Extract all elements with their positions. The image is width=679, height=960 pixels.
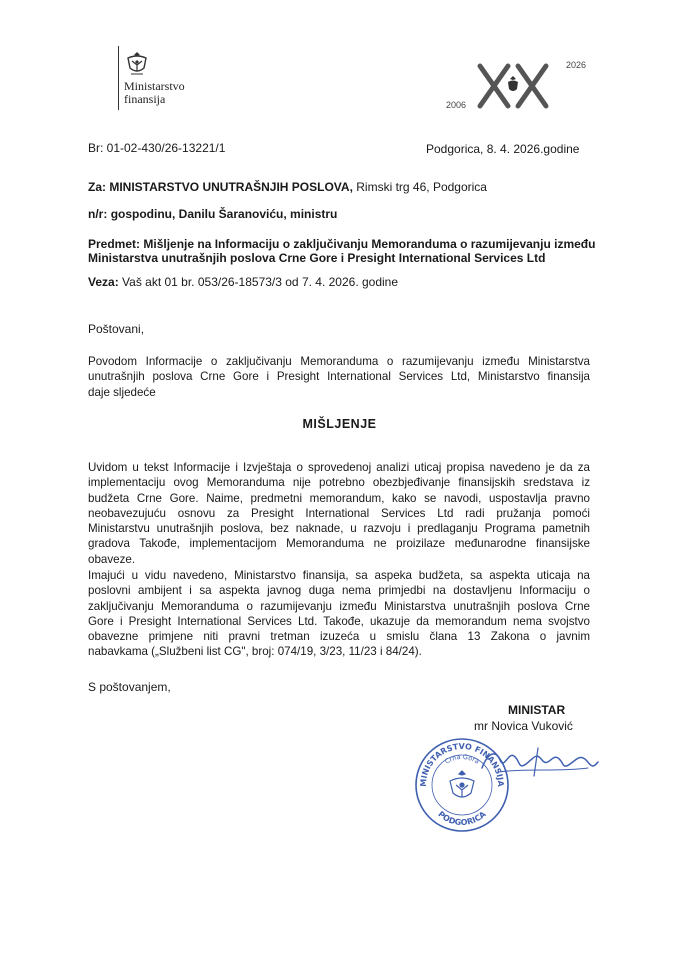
subject-line1 xyxy=(88,237,595,252)
signatory-name: mr Novica Vuković xyxy=(474,719,573,733)
subject-text-line2: Ministarstva unutrašnjih poslova Crne Gore i Presight International Services Ltd xyxy=(88,251,546,265)
intro-line: daje sljedeće xyxy=(88,385,156,399)
paragraph-line: nabavkama („Službeni list CG", broj: 074/19, 3/23, 11/23 i 84/24). xyxy=(88,645,422,659)
stamp-eagle-icon xyxy=(450,771,474,797)
paragraph-line: zaključivanju Memoranduma o razumijevanju između Ministarstva unutrašnjih poslova Crne xyxy=(88,599,590,613)
paragraph-line: Ministarstvu unutrašnjih poslova, bez naknade, u razvoju i predlaganju Programa pametnih xyxy=(88,522,590,536)
anniversary-year-end: 2026 xyxy=(565,60,586,70)
link-text: Vaš akt 01 br. 053/26-18573/3 od 7. 4. 2026. godine xyxy=(122,275,399,289)
addressee-address: Rimski trg 46, Podgorica xyxy=(356,180,487,194)
addressee-name: MINISTARSTVO UNUTRAŠNJIH POSLOVA, xyxy=(109,180,353,194)
attention-text: gospodinu, Danilu Šaranoviću, ministru xyxy=(110,207,338,221)
paragraph-line: budžeta Crne Gore. Naime, predmetni memorandum, kako se navodi, uspostavlja pravno xyxy=(88,491,590,505)
opinion-paragraph-2 xyxy=(88,568,590,660)
svg-text:PODGORICA xyxy=(436,809,488,827)
paragraph-line: obavezne primjene niti pravni tretman izuzeća u smislu člana 13 Zakona o javnim xyxy=(88,630,590,644)
closing: S poštovanjem, xyxy=(88,680,171,694)
paragraph-line: neobavezujuću osnovu za Presight International Services Ltd radi pružanja pomoći xyxy=(88,506,590,520)
ministry-name-line2: finansija xyxy=(124,92,166,106)
ministry-logo xyxy=(110,46,220,116)
stamp-middle-text: MINISTARSTVO FINANSIJA xyxy=(418,741,506,787)
paragraph-line: gradova Takođe, implementacijom Memoranduma ne proizilaze međunarodne finansijske xyxy=(88,537,590,551)
signatory-title: MINISTAR xyxy=(508,703,566,717)
opinion-title: MIŠLJENJE xyxy=(302,417,377,431)
salutation: Poštovani, xyxy=(88,322,145,336)
handwritten-signature xyxy=(478,742,603,782)
reference-number: Br: 01-02-430/26-13221/1 xyxy=(88,141,226,155)
ministry-name-line1: Ministarstvo xyxy=(124,79,185,93)
link-label: Veza: xyxy=(88,275,119,289)
paragraph-line: poslovni ambijent i sa aspekta javnog duga nema primjedbi na dostavljenu Informaciju o xyxy=(88,584,590,598)
paragraph-line: Imajući u vidu navedeno, Ministarstvo finansija, sa aspeka budžeta, sa aspekta uticaja na xyxy=(88,569,590,582)
anniversary-year-start: 2006 xyxy=(446,100,467,110)
paragraph-line: Uvidom u tekst Informacije i Izvještaja o sprovedenoj analizi uticaj propisa navedeno je da za xyxy=(88,461,590,474)
addressee xyxy=(88,180,487,195)
paragraph-line: Gore i Presight International Services Ltd. Takođe, ukazuje da memorandum nema svojstvo xyxy=(88,614,590,628)
anniversary-mark xyxy=(446,56,586,116)
intro-line: Povodom Informacije o zaključivanju Memoranduma o razumijevanju između Ministarstva xyxy=(88,355,590,368)
stamp-top-text: Crna Gora xyxy=(443,752,481,766)
link-line xyxy=(88,275,398,290)
logo-divider xyxy=(118,46,119,110)
intro-line: unutrašnjih poslova Crne Gore i Presight International Services Ltd, Ministarstvo finansija xyxy=(88,370,590,384)
paragraph-line: obaveze. xyxy=(88,552,136,566)
subject-label: Predmet: xyxy=(88,237,141,251)
subject-text-line1: Mišljenje na Informaciju o zaključivanju Memoranduma o razumijevanju između xyxy=(143,237,596,251)
attention-line xyxy=(88,207,337,222)
intro-paragraph xyxy=(88,354,590,400)
stamp-bottom-text: PODGORICA xyxy=(436,809,488,828)
attention-label: n/r: xyxy=(88,207,108,221)
opinion-paragraph-1 xyxy=(88,460,590,567)
place-date: Podgorica, 8. 4. 2026.godine xyxy=(426,142,580,156)
paragraph-line: implementaciju ovog Memoranduma nije potrebno obezbjeđivanje finansijskih sredstava iz xyxy=(88,476,590,490)
addressee-label: Za: xyxy=(88,180,106,194)
svg-text:Crna Gora xyxy=(443,753,480,766)
coat-of-arms-icon xyxy=(124,50,150,80)
